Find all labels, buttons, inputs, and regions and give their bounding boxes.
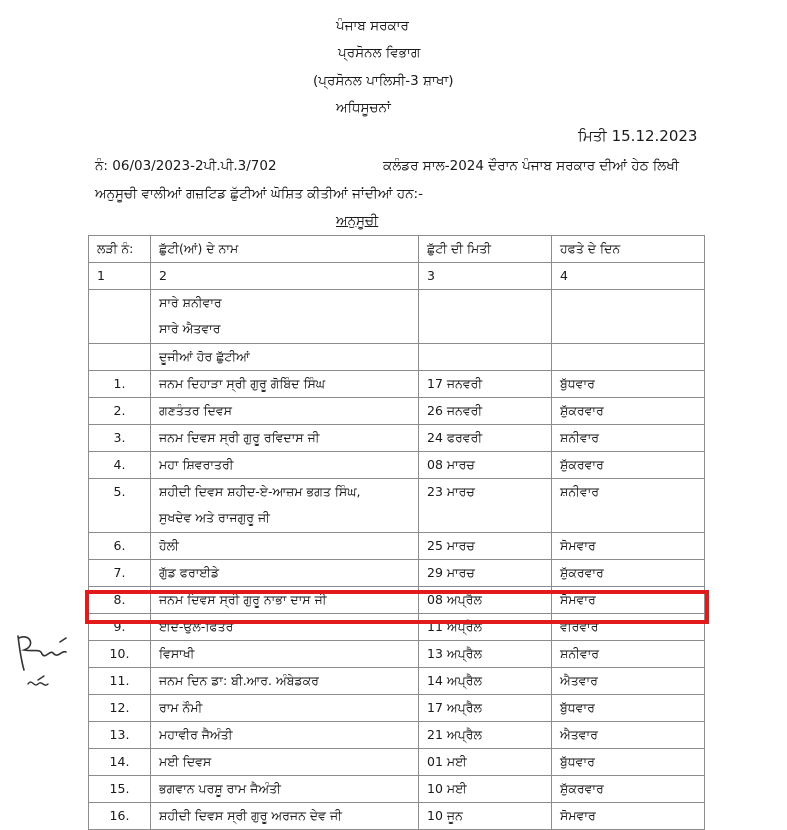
general-sundays: ਸਾਰੇ ਐਤਵਾਰ xyxy=(159,321,221,336)
intro-line-2: ਅਨੁਸੂਚੀ ਵਾਲੀਆਂ ਗਜ਼ਟਿਡ ਛੁੱਟੀਆਂ ਘੋਸ਼ਿਤ ਕੀਤੀਆਂ ਜਾਂਦੀਆਂ ਹਨ:- xyxy=(95,186,423,202)
holiday-date: 26 ਜਨਵਰੀ xyxy=(419,398,552,425)
holiday-date: 14 ਅਪ੍ਰੈਲ xyxy=(419,668,552,695)
serial-number: 12. xyxy=(89,695,151,722)
holiday-weekday: ਸੋਮਵਾਰ xyxy=(552,533,705,560)
table-header-row xyxy=(89,236,705,263)
holiday-name xyxy=(151,452,419,479)
serial-number: 10. xyxy=(89,641,151,668)
holiday-name-line: ਮਹਾਵੀਰ ਜੈਅੰਤੀ xyxy=(159,727,233,742)
table-row xyxy=(89,425,705,452)
table-row xyxy=(89,560,705,587)
general-holidays-row xyxy=(89,290,705,344)
table-row xyxy=(89,803,705,830)
table-row xyxy=(89,398,705,425)
holiday-weekday: ਸ਼ਨੀਵਾਰ xyxy=(552,479,705,533)
table-row xyxy=(89,479,705,533)
serial-number: 14. xyxy=(89,749,151,776)
holiday-name xyxy=(151,749,419,776)
holiday-date: 23 ਮਾਰਚ xyxy=(419,479,552,533)
holiday-name xyxy=(151,668,419,695)
holiday-name xyxy=(151,398,419,425)
table-row xyxy=(89,641,705,668)
holiday-name-line: ਰਾਮ ਨੌਮੀ xyxy=(159,700,203,715)
serial-number: 13. xyxy=(89,722,151,749)
holiday-date: 11 ਅਪ੍ਰੈਲ xyxy=(419,614,552,641)
holiday-date: 24 ਫਰਵਰੀ xyxy=(419,425,552,452)
col-num: 4 xyxy=(552,263,705,290)
holiday-name-line: ਭਗਵਾਨ ਪਰਸ਼ੂ ਰਾਮ ਜੈਅੰਤੀ xyxy=(159,781,281,796)
holiday-date: 10 ਮਈ xyxy=(419,776,552,803)
col-num: 3 xyxy=(419,263,552,290)
col-num: 2 xyxy=(151,263,419,290)
holiday-name-line: ਸ਼ਹੀਦੀ ਦਿਵਸ ਸ੍ਰੀ ਗੁਰੂ ਅਰਜਨ ਦੇਵ ਜੀ xyxy=(159,808,342,823)
holiday-name-line: ਮਹਾ ਸ਼ਿਵਰਾਤਰੀ xyxy=(159,457,234,472)
table-row xyxy=(89,695,705,722)
general-saturdays: ਸਾਰੇ ਸ਼ਨੀਵਾਰ xyxy=(159,295,222,310)
holiday-name xyxy=(151,560,419,587)
header-name: ਛੁੱਟੀ(ਆਂ) ਦੇ ਨਾਮ xyxy=(151,236,419,263)
table-row xyxy=(89,749,705,776)
holiday-name-line: ਸੁਖਦੇਵ ਅਤੇ ਰਾਜਗੁਰੂ ਜੀ xyxy=(159,510,270,525)
serial-number: 8. xyxy=(89,587,151,614)
table-row xyxy=(89,776,705,803)
table-row xyxy=(89,452,705,479)
holiday-name xyxy=(151,587,419,614)
holiday-weekday: ਸ਼ੁੱਕਰਵਾਰ xyxy=(552,398,705,425)
serial-number: 15. xyxy=(89,776,151,803)
notification-number: ਨੰ: 06/03/2023-2ਪੀ.ਪੀ.3/702 xyxy=(95,158,277,174)
holiday-date: 08 ਮਾਰਚ xyxy=(419,452,552,479)
holiday-name-line: ਵਿਸਾਖੀ xyxy=(159,646,195,661)
serial-number: 2. xyxy=(89,398,151,425)
holiday-date: 08 ਅਪ੍ਰੈਲ xyxy=(419,587,552,614)
holiday-name-line: ਜਨਮ ਦਿਨ ਡਾ: ਬੀ.ਆਰ. ਅੰਬੇਡਕਰ xyxy=(159,673,319,688)
holiday-table xyxy=(88,235,705,830)
table-row xyxy=(89,668,705,695)
serial-number: 6. xyxy=(89,533,151,560)
table-row xyxy=(89,722,705,749)
schedule-title: ਅਨੁਸੂਚੀ xyxy=(336,213,379,229)
holiday-name xyxy=(151,371,419,398)
holiday-weekday: ਸ਼ਨੀਵਾਰ xyxy=(552,641,705,668)
notification-title: ਅਧਿਸੂਚਨਾਂ xyxy=(336,100,391,116)
branch-title: (ਪ੍ਰਸੋਨਲ ਪਾਲਿਸੀ-3 ਸ਼ਾਖਾ) xyxy=(313,73,454,89)
serial-number: 16. xyxy=(89,803,151,830)
holiday-name xyxy=(151,614,419,641)
holiday-date: 13 ਅਪ੍ਰੈਲ xyxy=(419,641,552,668)
table-row xyxy=(89,614,705,641)
header-date: ਛੁੱਟੀ ਦੀ ਮਿਤੀ xyxy=(419,236,552,263)
holiday-weekday: ਸ਼ੁੱਕਰਵਾਰ xyxy=(552,776,705,803)
holiday-date: 29 ਮਾਰਚ xyxy=(419,560,552,587)
holiday-date: 21 ਅਪ੍ਰੈਲ xyxy=(419,722,552,749)
holiday-date: 17 ਜਨਵਰੀ xyxy=(419,371,552,398)
holiday-weekday: ਬੁੱਧਵਾਰ xyxy=(552,371,705,398)
holiday-weekday: ਸ਼ਨੀਵਾਰ xyxy=(552,425,705,452)
holiday-weekday: ਬੁੱਧਵਾਰ xyxy=(552,749,705,776)
serial-number: 3. xyxy=(89,425,151,452)
serial-number: 1. xyxy=(89,371,151,398)
column-number-row xyxy=(89,263,705,290)
holiday-date: 01 ਮਈ xyxy=(419,749,552,776)
holiday-name xyxy=(151,722,419,749)
holiday-name xyxy=(151,803,419,830)
serial-number: 4. xyxy=(89,452,151,479)
holiday-name-line: ਜਨਮ ਦਿਹਾੜਾ ਸ੍ਰੀ ਗੁਰੂ ਗੋਬਿੰਦ ਸਿੰਘ xyxy=(159,376,326,391)
notification-date: ਮਿਤੀ 15.12.2023 xyxy=(578,127,698,145)
holiday-date: 25 ਮਾਰਚ xyxy=(419,533,552,560)
holiday-weekday: ਬੁੱਧਵਾਰ xyxy=(552,695,705,722)
table-row xyxy=(89,587,705,614)
serial-number: 7. xyxy=(89,560,151,587)
holiday-name-line: ਗੁੱਡ ਫਰਾਈਡੇ xyxy=(159,565,220,580)
holiday-name-line: ਈਦ-ਉਲ-ਫਿਤਰ xyxy=(159,619,234,634)
serial-number: 11. xyxy=(89,668,151,695)
holiday-name-line: ਜਨਮ ਦਿਵਸ ਸ੍ਰੀ ਗੁਰੂ ਨਾਭਾ ਦਾਸ ਜੀ xyxy=(159,592,327,607)
general-holidays xyxy=(151,290,419,344)
holiday-name-line: ਗਣਤੰਤਰ ਦਿਵਸ xyxy=(159,403,233,418)
holiday-name xyxy=(151,776,419,803)
holiday-weekday: ਸ਼ੁੱਕਰਵਾਰ xyxy=(552,560,705,587)
holiday-weekday: ਸ਼ੁੱਕਰਵਾਰ xyxy=(552,452,705,479)
holiday-date: 17 ਅਪ੍ਰੈਲ xyxy=(419,695,552,722)
holiday-name-line: ਹੋਲੀ xyxy=(159,538,179,553)
intro-line-1: ਕਲੰਡਰ ਸਾਲ-2024 ਦੌਰਾਨ ਪੰਜਾਬ ਸਰਕਾਰ ਦੀਆਂ ਹੇਠ ਲਿਖੀ xyxy=(383,158,679,174)
col-num: 1 xyxy=(89,263,151,290)
holiday-weekday: ਸੋਮਵਾਰ xyxy=(552,803,705,830)
holiday-name xyxy=(151,695,419,722)
other-holidays-row xyxy=(89,344,705,371)
holiday-name xyxy=(151,425,419,452)
serial-number: 5. xyxy=(89,479,151,533)
handwritten-signature xyxy=(10,628,80,698)
table-row xyxy=(89,371,705,398)
holiday-weekday: ਐਤਵਾਰ xyxy=(552,722,705,749)
table-row xyxy=(89,533,705,560)
serial-number: 9. xyxy=(89,614,151,641)
govt-title: ਪੰਜਾਬ ਸਰਕਾਰ xyxy=(336,18,409,34)
department-title: ਪ੍ਰਸੋਨਲ ਵਿਭਾਗ xyxy=(338,45,421,61)
holiday-name-line: ਸ਼ਹੀਦੀ ਦਿਵਸ ਸ਼ਹੀਦ-ਏ-ਆਜ਼ਮ ਭਗਤ ਸਿੰਘ, xyxy=(159,484,361,499)
holiday-name xyxy=(151,533,419,560)
holiday-weekday: ਵੀਰਵਾਰ xyxy=(552,614,705,641)
holiday-date: 10 ਜੂਨ xyxy=(419,803,552,830)
holiday-name xyxy=(151,641,419,668)
header-day: ਹਫਤੇ ਦੇ ਦਿਨ xyxy=(552,236,705,263)
other-holidays-label: ਦੂਜੀਆਂ ਹੋਰ ਛੁੱਟੀਆਂ xyxy=(151,344,419,371)
holiday-name-line: ਜਨਮ ਦਿਵਸ ਸ੍ਰੀ ਗੁਰੂ ਰਵਿਦਾਸ ਜੀ xyxy=(159,430,320,445)
header-sr: ਲੜੀ ਨੰ: xyxy=(89,236,151,263)
holiday-weekday: ਐਤਵਾਰ xyxy=(552,668,705,695)
holiday-weekday: ਸੋਮਵਾਰ xyxy=(552,587,705,614)
holiday-name xyxy=(151,479,419,533)
holiday-name-line: ਮਈ ਦਿਵਸ xyxy=(159,754,212,769)
